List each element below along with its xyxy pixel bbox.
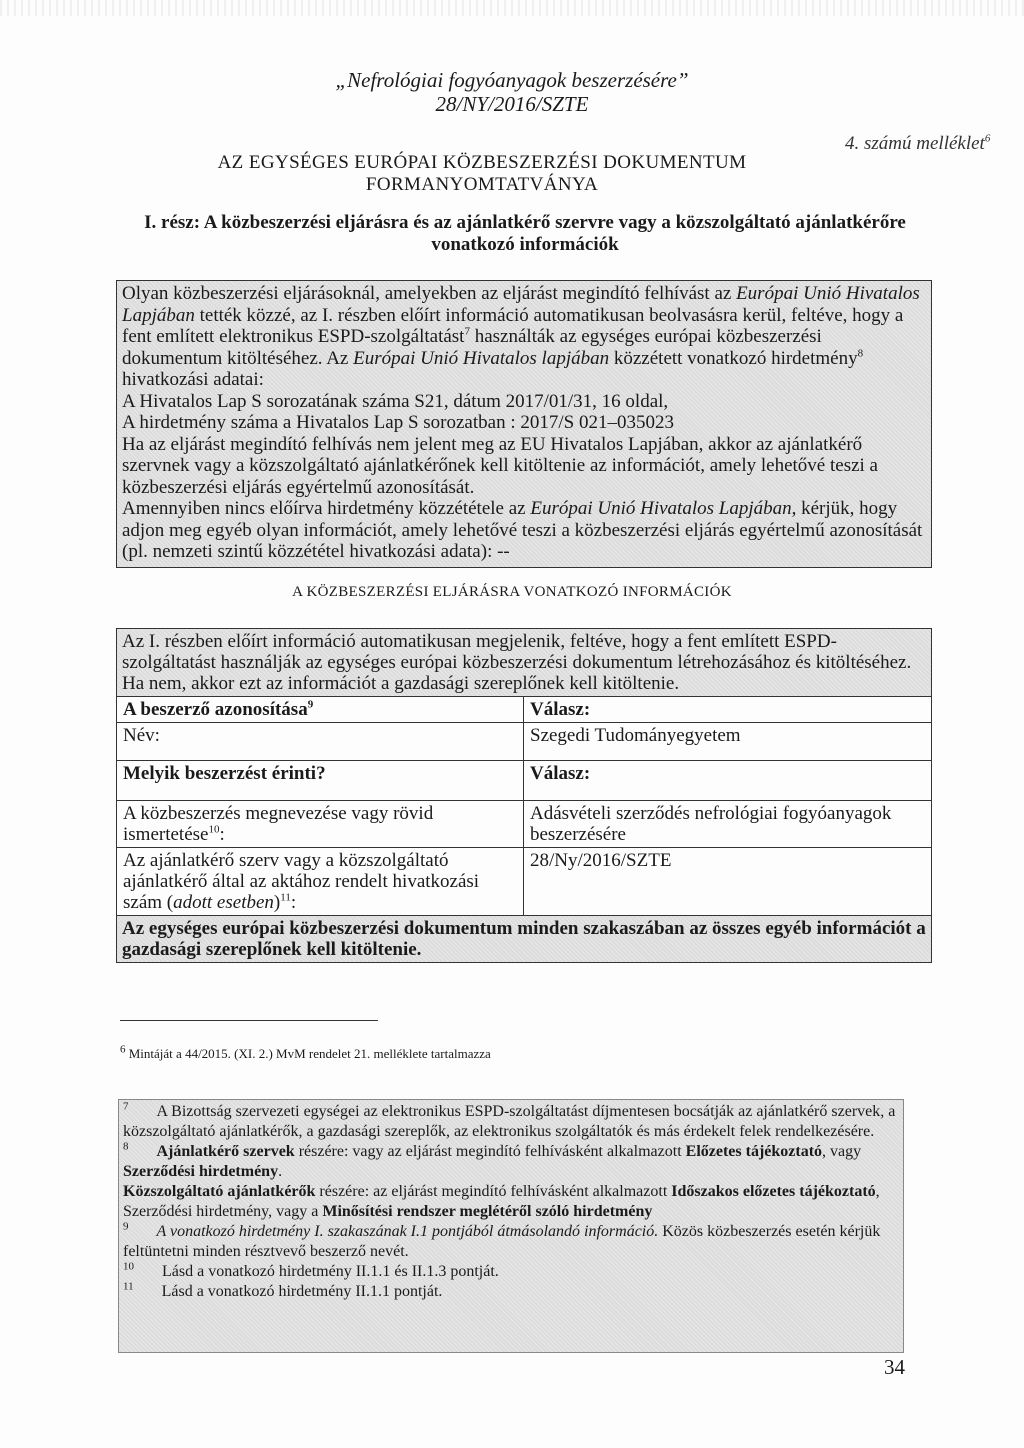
footnote-6-text: Mintáját a 44/2015. (XI. 2.) MvM rendelet 21. melléklete tartalmazza <box>128 1046 491 1061</box>
footnote-8-text-1: részére: vagy az eljárást megindító felhívásként alkalmazott <box>294 1143 686 1160</box>
notice-text-3: használták az egységes európai közbeszerzési dokumentum kitöltéséhez. Az <box>122 326 822 369</box>
footnote-8-bold-4: Közszolgáltató ajánlatkérők <box>123 1183 316 1200</box>
footnote-6 <box>120 1043 491 1062</box>
footnote-8-text-3: . <box>278 1163 283 1180</box>
footnote-8-number: 8 <box>123 1140 129 1153</box>
name-value: Szegedi Tudományegyetem <box>524 723 932 761</box>
footnote-9-number: 9 <box>123 1220 129 1233</box>
procurement-form <box>116 628 932 963</box>
procurement-title-value: Adásvételi szerződés nefrológiai fogyóanyagok beszerzésére <box>524 801 932 848</box>
footnote-ref-10: 10 <box>208 823 220 836</box>
procurement-title-label-text: A közbeszerzés megnevezése vagy rövid ismertetése <box>123 803 434 845</box>
notice-number: A hirdetmény száma a Hivatalos Lap S sorozatban : 2017/S 021–035023 <box>122 412 674 433</box>
procedure-info-heading: A KÖZBESZERZÉSI ELJÁRÁSRA VONATKOZÓ INFORMÁCIÓK <box>292 584 732 600</box>
page-number: 34 <box>884 1355 905 1379</box>
footnote-8-bold-6: Minősítési rendszer meglétéről szóló hirdetmény <box>322 1203 653 1220</box>
no-notice-required-note <box>122 498 926 563</box>
part1-heading-line2: vonatkozó információk <box>431 234 619 255</box>
footnote-11 <box>123 1282 899 1302</box>
footnote-ref-8: 8 <box>857 347 864 360</box>
document-title-line2: FORMANYOMTATVÁNYA <box>365 174 599 195</box>
footnote-10-text: Lásd a vonatkozó hirdetmény II.1.1 és II.1.3 pontját. <box>162 1263 499 1280</box>
footnote-8-text-2: , vagy <box>822 1143 862 1160</box>
document-title-line1: AZ EGYSÉGES EURÓPAI KÖZBESZERZÉSI DOKUMENTUM <box>217 152 747 173</box>
footnote-7 <box>123 1102 899 1142</box>
notice-text-1: Olyan közbeszerzési eljárásoknál, amelyekben az eljárást megindító felhívást az <box>122 283 737 304</box>
buyer-id-label <box>117 697 524 723</box>
footnote-ref-7: 7 <box>464 325 470 338</box>
footnote-8-bold-2: Előzetes tájékoztató <box>685 1143 823 1160</box>
name-label: Név: <box>117 723 524 761</box>
procurement-title-label <box>117 801 524 848</box>
notice-text-4: közzétett vonatkozó hirdetmény <box>609 347 858 369</box>
reference-number-label-colon: : <box>290 892 297 913</box>
reference-number-label-text: Az ajánlatkérő szerv vagy a közszolgáltató ajánlatkérő által az aktához rendelt hivatkozási szám ( <box>123 850 480 913</box>
no-notice-text-a: Amennyiben nincs előírva hirdetmény közzététele az <box>122 498 531 519</box>
oj-series-number: A Hivatalos Lap S sorozatának száma S21, dátum 2017/01/31, 16 oldal, <box>122 390 669 412</box>
notice-text-1-italic: Európai Unió Hivatalos Lapjában <box>122 283 920 326</box>
annex-text: 4. számú melléklet <box>845 133 985 154</box>
annex-footnote-ref: 6 <box>984 132 991 145</box>
notice-text-5: hivatkozási adatai: <box>122 369 264 390</box>
footnote-8-bold-5: Időszakos előzetes tájékoztató <box>671 1183 876 1200</box>
footnote-10-number: 10 <box>123 1260 134 1273</box>
form-intro-cell: Az I. részben előírt információ automatikusan megjelenik, feltéve, hogy a fent említett ESPD-szolgáltatást használják az egységes európai közbeszerzési dokumentum létrehozásához és kitöltéséhez. Ha nem, akkor ezt az információt a gazdasági szereplőnek kell kitöltenie. <box>117 629 932 697</box>
footnote-7-text: A Bizottság szervezeti egységei az elektronikus ESPD-szolgáltatást díjmentesen bocsátják az ajánlatkérő szervek, a közszolgáltató ajánlatkérők, a gazdasági szereplők, az elektronikus szolgáltatók és más érdekelt felek rendelkezésére. <box>123 1103 896 1140</box>
footnote-8-text-4: részére: az eljárást megindító felhívásként alkalmazott <box>315 1183 672 1200</box>
document-header <box>0 68 1024 116</box>
reference-number-value: 28/Ny/2016/SZTE <box>524 848 932 916</box>
document-title <box>0 152 964 196</box>
no-notice-text-italic: Európai Unió Hivatalos Lapjában <box>530 498 792 519</box>
footnote-ref-9: 9 <box>307 698 314 711</box>
footnote-9-italic: A vonatkozó hirdetmény I. szakaszának I.1 pontjából átmásolandó információ. <box>156 1223 659 1240</box>
footnote-9-text: Közös közbeszerzés esetén kérjük feltüntetni minden résztvevő beszerző nevét. <box>123 1223 881 1260</box>
not-published-note: Ha az eljárást megindító felhívás nem jelent meg az EU Hivatalos Lapjában, akkor az ajánlatkérő szervnek vagy a közszolgáltató ajánlatkérőnek kell kitöltenie az információt, amely lehetővé teszi a közbeszerzési eljárás egyértelmű azonosítását. <box>122 433 878 498</box>
footnote-separator <box>120 1020 378 1021</box>
reference-number-label-close: ) <box>273 892 281 913</box>
footnote-8-bold-1: Ajánlatkérő szervek <box>156 1143 295 1160</box>
part1-heading-line1: I. rész: A közbeszerzési eljárásra és az ajánlatkérő szervre vagy a közszolgáltató ajánlatkérőre <box>144 212 906 233</box>
notice-text-2: tették közzé, az I. részben előírt információ automatikusan beolvasásra kerül, feltéve, hogy a fent említett elektronikus ESPD-szolgáltatást <box>122 304 904 347</box>
footnote-11-number: 11 <box>123 1280 134 1293</box>
procurement-title-label-colon: : <box>219 824 225 845</box>
no-notice-text-b: , kérjük, hogy adjon meg egyéb olyan információt, amely lehetővé teszi a közbeszerzési eljárás egyértelmű azonosítását (pl. nemzeti szintű közzététel hivatkozási adata): -- <box>122 498 923 562</box>
notice-info-box <box>116 280 932 568</box>
form-footer-cell: Az egységes európai közbeszerzési dokumentum minden szakaszában az összes egyéb információt a gazdasági szereplőnek kell kitöltenie. <box>117 916 932 963</box>
footnotes-box <box>118 1099 904 1353</box>
header-title: „Nefrológiai fogyóanyagok beszerzésére” <box>335 68 689 92</box>
procurement-form-table <box>116 628 932 963</box>
footnote-8-bold-3: Szerződési hirdetmény <box>123 1163 279 1180</box>
footnote-10 <box>123 1262 899 1282</box>
procurement-label: Melyik beszerzést érinti? <box>117 761 524 801</box>
footnote-7-number: 7 <box>123 1100 129 1113</box>
footnote-9 <box>123 1222 899 1262</box>
footnote-8-part2 <box>123 1182 899 1222</box>
footnote-8-text-5: , Szerződési hirdetmény, vagy a <box>123 1183 880 1220</box>
footnote-6-number: 6 <box>120 1043 126 1056</box>
reference-number-label <box>117 848 524 916</box>
notice-intro-paragraph <box>122 283 926 391</box>
footnote-8-part1 <box>123 1142 899 1182</box>
part1-heading <box>100 212 950 256</box>
buyer-id-answer-header: Válasz: <box>524 697 932 723</box>
procurement-answer-header: Válasz: <box>524 761 932 801</box>
footnote-ref-11: 11 <box>280 891 291 904</box>
notice-text-3-italic: Európai Unió Hivatalos lapjában <box>353 347 610 369</box>
reference-number-label-italic: adott esetben <box>173 892 274 913</box>
scan-edge-noise <box>0 0 1024 16</box>
footnote-11-text: Lásd a vonatkozó hirdetmény II.1.1 pontját. <box>161 1283 443 1300</box>
header-reference: 28/NY/2016/SZTE <box>435 92 589 116</box>
buyer-id-label-text: A beszerző azonosítása <box>123 699 308 720</box>
